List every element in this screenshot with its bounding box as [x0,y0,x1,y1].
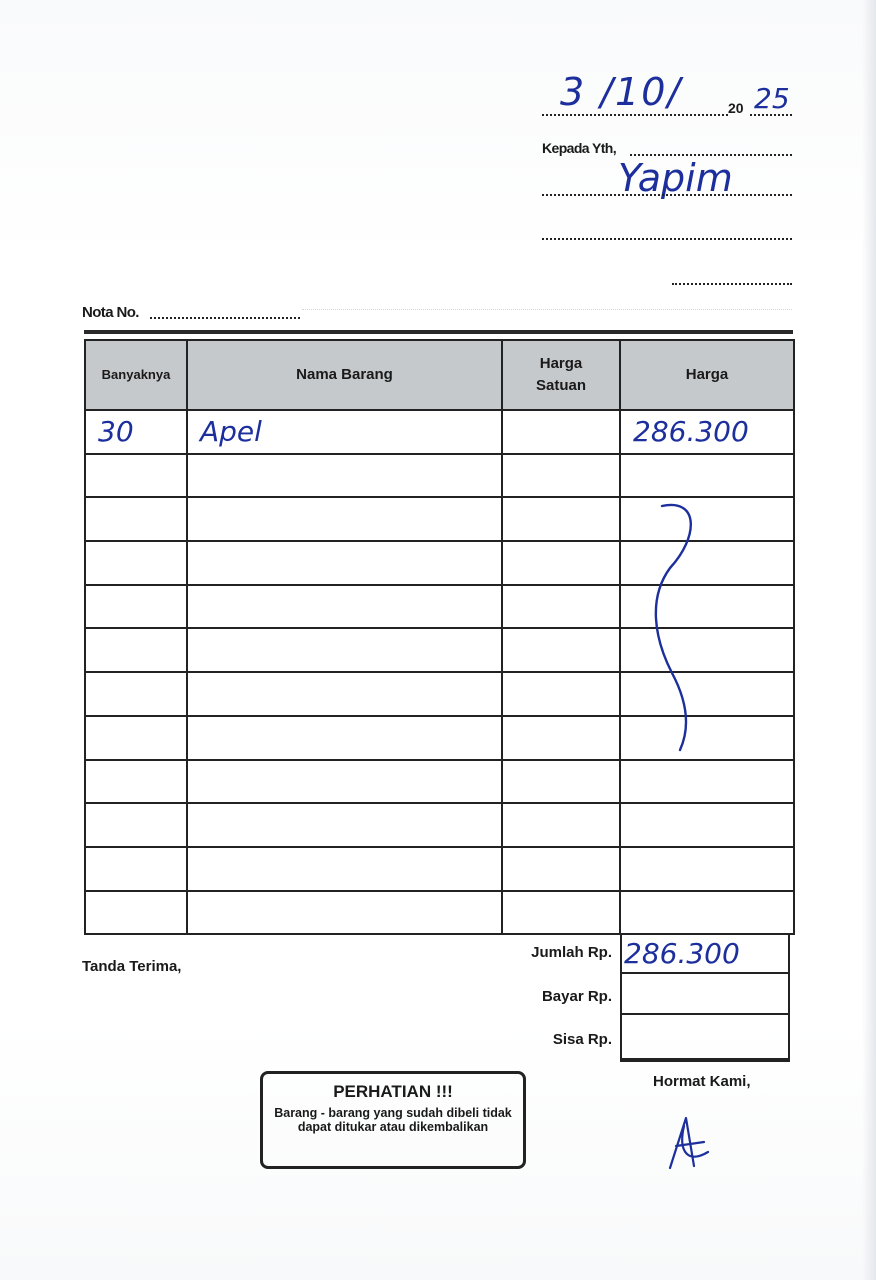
year-prefix: 20 [728,100,744,116]
unit-price-cell [502,541,620,585]
unit-price-cell [502,672,620,716]
item-cell [187,497,502,541]
unit-price-cell [502,891,620,935]
handwritten-bracket [640,498,710,758]
unit-price-cell [502,760,620,804]
jumlah-label: Jumlah Rp. [531,944,612,961]
col-header-item: Nama Barang [187,340,502,410]
handwritten-year: 25 [754,82,790,115]
item-cell [187,760,502,804]
price-cell [620,847,794,891]
table-row [85,891,794,935]
item-cell [187,716,502,760]
price-cell [620,891,794,935]
table-header-row [85,340,794,410]
jumlah-box [620,933,790,974]
table-row [85,760,794,804]
unit-price-cell [502,585,620,629]
faint-dotted-line [302,309,792,310]
qty-cell [85,585,187,629]
nota-dotted-line [150,317,300,319]
bayar-box [620,974,790,1015]
qty-cell: 30 [85,410,187,454]
recipient-dotted-line-3 [542,238,792,240]
price-cell [620,760,794,804]
item-cell [187,672,502,716]
item-cell [187,628,502,672]
unit-price-cell [502,628,620,672]
notice-body: Barang - barang yang sudah dibeli tidak dapat ditukar atau dikembalikan [274,1106,512,1134]
qty-cell [85,541,187,585]
table-top-rule [84,330,793,334]
price-cell [620,803,794,847]
table-row [85,847,794,891]
table-row [85,803,794,847]
qty-cell [85,760,187,804]
bayar-label: Bayar Rp. [541,988,612,1005]
qty-cell [85,847,187,891]
year-dotted-line [750,114,792,116]
table-row [85,410,794,454]
item-cell [187,803,502,847]
unit-price-cell [502,847,620,891]
jumlah-value: 286.300 [624,937,740,970]
col-header-qty: Banyaknya [85,340,187,410]
recipient-dotted-line-4 [672,283,792,285]
nota-number-label: Nota No. [82,304,139,321]
unit-price-cell [502,497,620,541]
qty-cell [85,497,187,541]
unit-price-cell [502,410,620,454]
sisa-label: Sisa Rp. [552,1031,612,1048]
sisa-box [620,1015,790,1062]
qty-cell [85,454,187,498]
notice-box [260,1071,526,1169]
item-cell [187,585,502,629]
qty-cell [85,891,187,935]
item-cell [187,891,502,935]
date-dotted-line [542,114,728,116]
signature [664,1112,714,1174]
item-cell [187,454,502,498]
qty-cell [85,628,187,672]
item-cell [187,541,502,585]
handwritten-date: 3 /10/ [560,70,683,114]
qty-cell [85,672,187,716]
recipient-dotted-line-2 [542,194,792,196]
table-row [85,454,794,498]
notice-title: PERHATIAN !!! [333,1082,453,1101]
price-cell: 286.300 [620,410,794,454]
tanda-terima-label: Tanda Terima, [82,958,182,975]
price-cell [620,454,794,498]
qty-cell [85,803,187,847]
item-cell: Apel [187,410,502,454]
paper-edge-shadow [862,0,876,1280]
item-cell [187,847,502,891]
unit-price-cell [502,803,620,847]
col-header-price: Harga [620,340,794,410]
handwritten-recipient: Yapim [618,156,733,200]
unit-price-cell [502,454,620,498]
hormat-kami-label: Hormat Kami, [653,1073,751,1090]
col-header-unit-price: Harga Satuan [502,340,620,410]
unit-price-cell [502,716,620,760]
qty-cell [85,716,187,760]
recipient-label: Kepada Yth, [542,140,617,156]
